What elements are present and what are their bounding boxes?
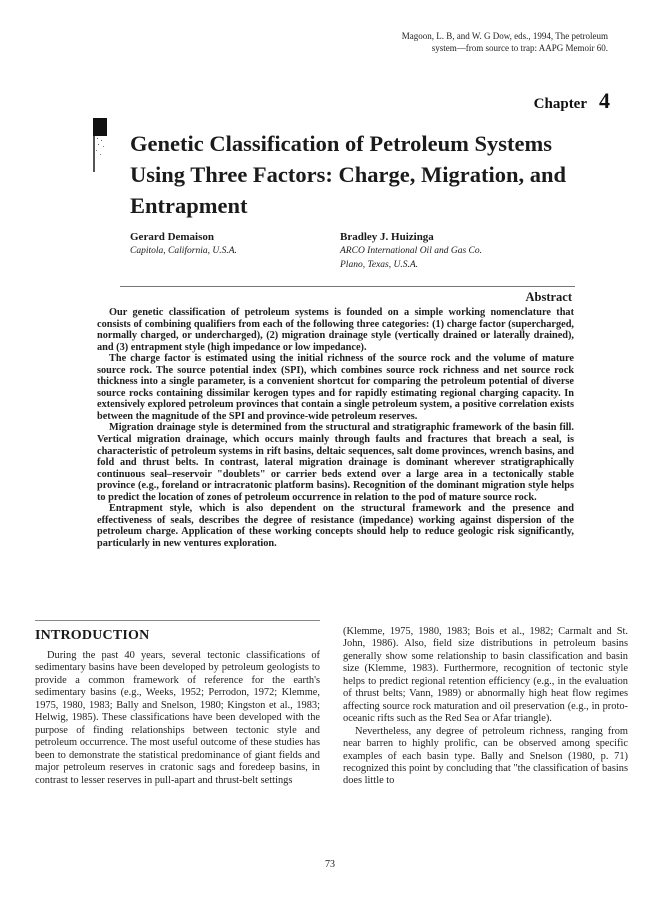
body-column-left <box>35 650 320 787</box>
body-paragraph: Nevertheless, any degree of petroleum richness, ranging from near barren to highly prolific, can be observed among specific examples of each basin type. Bally and Snelson (1980, p. 71) recognized this point by concluding that "the classification of basins does little to <box>343 725 628 787</box>
body-paragraph: During the past 40 years, several tectonic classifications of sedimentary basins have been developed by petroleum geologists to provide a common framework of reference for the earth's sedimentary basins (e.g., Weeks, 1952; Perrodon, 1972; Klemme, 1975, 1980, 1983; Bally and Snelson, 1980; Kingston et al., 1983; Helwig, 1985). These classifications have been developed with the purpose of finding relationships between tectonic style and petroleum occurrence. The most useful outcome of these studies has been to demonstrate the statistical predominance of giant fields and major petroleum reserves in cratonic sags and foredeep basins, in contrast to lesser reserves in pull-apart and thrust-belt settings <box>35 650 320 786</box>
abstract-top-rule <box>120 286 575 287</box>
chapter-number: 4 <box>599 88 610 113</box>
paper-title: Genetic Classification of Petroleum Systems Using Three Factors: Charge, Migration, and Entrapment <box>130 131 567 218</box>
body-column-right <box>343 626 628 788</box>
chapter-label <box>534 88 610 114</box>
abstract-heading: Abstract <box>525 290 572 304</box>
author-affiliation: Capitola, California, U.S.A. <box>130 246 237 256</box>
chapter-word: Chapter <box>533 96 587 112</box>
body-paragraph-continued: (Klemme, 1975, 1980, 1983; Bois et al., 1982; Carmalt and St. John, 1986). Also, field size distributions in petroleum basins generally show some relationship to basin classification and basin size (Klemme, 1983). Furthermore, recognition of tectonic style helps to predict regional retention efficiency (e.g., in the evaluation of thrust belts; Vann, 1989) or abnormally high heat flow regimes affecting source rock maturation and oil preservation (e.g., in proto-oceanic rifts such as the Red Sea or Afar triangle). <box>343 626 628 725</box>
abstract-paragraph: The charge factor is estimated using the initial richness of the source rock and the volume of mature source rock. The source potential index (SPI), which combines source rock richness and net source rock thickness into a single parameter, is a convenient shortcut for comparing the petroleum potential of diverse source rocks containing dissimilar kerogen types and for rapidly estimating regional charging capacity. In extensively explored petroleum provinces that contain a single petroleum system, a positive correlation exists between the magnitude of the SPI and province-wide petroleum reserves. <box>97 353 574 422</box>
abstract-body <box>97 307 574 549</box>
author-name: Bradley J. Huizinga <box>340 231 434 243</box>
author-affiliation: Plano, Texas, U.S.A. <box>340 260 419 270</box>
title-ornament-icon <box>93 118 107 172</box>
citation-line: system—from source to trap: AAPG Memoir 60. <box>431 43 608 53</box>
author-block <box>340 230 570 272</box>
author-affiliation: ARCO International Oil and Gas Co. <box>340 246 482 256</box>
citation-header <box>308 30 608 54</box>
citation-line: Magoon, L. B, and W. G Dow, eds., 1994, The petroleum <box>401 31 608 41</box>
abstract-paragraph: Migration drainage style is determined from the structural and stratigraphic framework of the basin fill. Vertical migration drainage, which occurs mainly through faults and fractures that breach a seal, is characteristic of petroleum systems in rift basins, deltaic sequences, salt dome provinces, wrench basins, and fold and thrust belts. In contrast, lateral migration drainage is dominant wherever stratigraphically continuous seal–reservoir "doublets" or carrier beds extend over a large area in a tectonically stable province (e.g., foreland or intracratonic platform basins). Recognition of the dominant migration style helps to predict the location of zones of petroleum occurrence in relation to the pod of mature source rock. <box>97 422 574 503</box>
section-heading-introduction: INTRODUCTION <box>35 628 150 643</box>
section-rule <box>35 620 320 621</box>
author-block <box>130 230 320 258</box>
page-number: 73 <box>325 859 335 870</box>
author-name: Gerard Demaison <box>130 231 215 243</box>
abstract-paragraph: Our genetic classification of petroleum systems is founded on a simple working nomenclature that consists of combining qualifiers from each of the following three categories: (1) charge factor (supercharged, normally charged, or undercharged), (2) migration drainage style (vertically drained or laterally drained), and (3) entrapment style (high impedance or low impedance). <box>97 307 574 353</box>
abstract-paragraph: Entrapment style, which is also dependent on the structural framework and the presence and effectiveness of seals, describes the degree of resistance (impedance) working against dispersion of the petroleum charge. Application of these working concepts should help to reduce geologic risk significantly, particularly in new ventures exploration. <box>97 503 574 549</box>
